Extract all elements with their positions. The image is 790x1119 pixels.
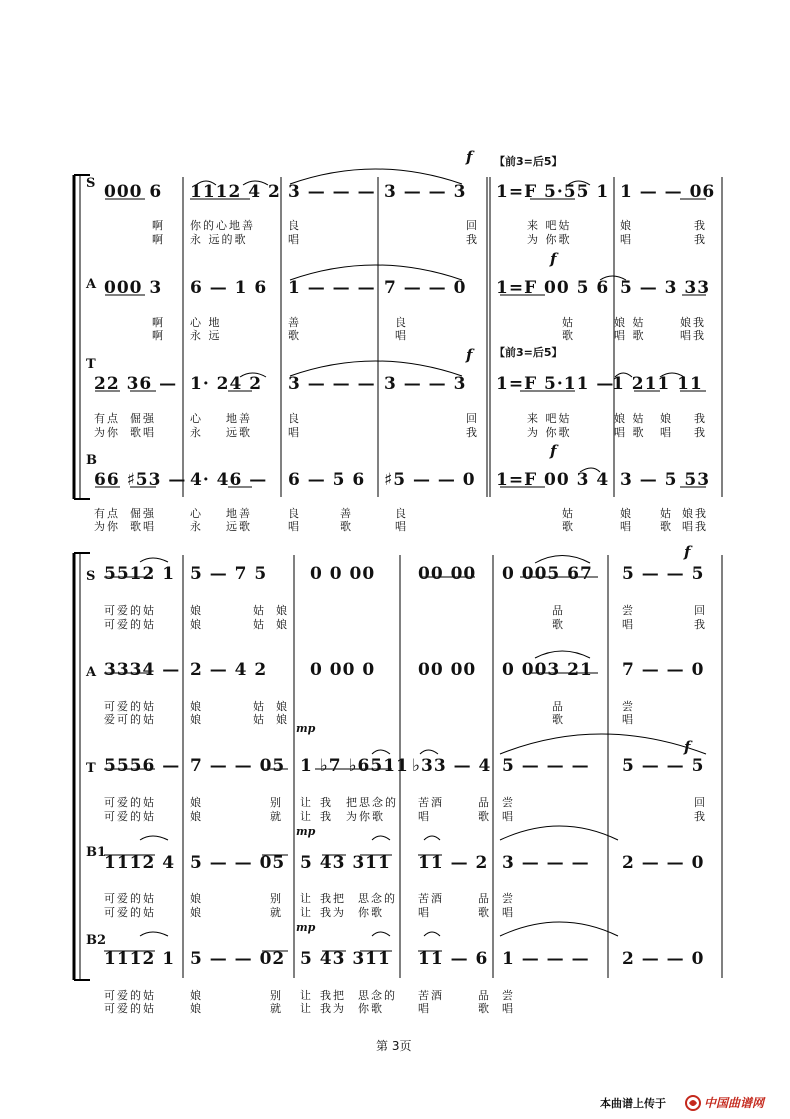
measure: 5 43 311	[300, 949, 391, 969]
measure: 2 — — 0	[622, 853, 705, 873]
lyric: 歌	[552, 618, 565, 631]
lyric: 尝	[622, 604, 635, 617]
lyric: 娘	[620, 219, 633, 232]
measure: 1=F 00 3 4	[496, 470, 610, 490]
part-label: A	[86, 665, 97, 680]
measure: 5 — — 02	[190, 949, 286, 969]
lyric: 歌	[562, 520, 575, 533]
lyric: 我把	[320, 892, 346, 905]
measure: 66 ♯53 —	[94, 470, 187, 490]
lyric: 可爱的姑	[104, 989, 156, 1002]
lyric: 你歌	[358, 1002, 384, 1015]
lyric: 你的心地善	[190, 219, 255, 232]
lyric: 我	[466, 426, 479, 439]
lyric: 歌	[478, 810, 491, 823]
lyric: 娘	[620, 507, 633, 520]
measure: 1112 4	[104, 853, 176, 873]
lyric: 我把	[320, 989, 346, 1002]
lyric: 为 你歌	[527, 426, 572, 439]
lyric: 良	[288, 507, 301, 520]
lyric: 心 地	[190, 316, 222, 329]
lyric: 倔强	[130, 507, 156, 520]
lyric: 远歌	[226, 520, 252, 533]
lyric: 唱	[288, 426, 301, 439]
lyric: 我	[320, 796, 333, 809]
lyric: 尝	[502, 989, 515, 1002]
lyric: 别	[270, 796, 283, 809]
lyric: 可爱的姑	[104, 618, 156, 631]
lyric: 歌	[552, 713, 565, 726]
lyric: 娘	[190, 810, 203, 823]
lyric: 娘	[276, 700, 289, 713]
lyric: 品	[552, 700, 565, 713]
measure: 5 — — 05	[190, 853, 286, 873]
lyric: 唱	[660, 426, 673, 439]
measure: 7 — — 0	[622, 660, 705, 680]
key-change-mark: 【前3=后5】	[494, 155, 563, 168]
measure: 1· 24 2	[190, 374, 263, 394]
lyric: 回	[466, 412, 479, 425]
lyric: 姑	[562, 316, 575, 329]
lyric: 爱可的姑	[104, 713, 156, 726]
lyric: 唱	[620, 233, 633, 246]
measure: 5 — — 5	[622, 756, 705, 776]
lyric: 我	[694, 219, 707, 232]
dynamic-mezzo-piano: mp	[296, 825, 316, 838]
measure: ♭33 — 4	[412, 756, 492, 776]
lyric: 唱	[395, 329, 408, 342]
lyric: 品	[478, 892, 491, 905]
lyric: 唱	[395, 520, 408, 533]
lyric: 唱	[622, 618, 635, 631]
dynamic-forte: f	[550, 250, 557, 268]
lyric: 心	[190, 412, 203, 425]
dynamic-forte: f	[684, 738, 691, 756]
lyric: 把思念的	[346, 796, 398, 809]
lyric: 尝	[502, 796, 515, 809]
lyric: 歌唱	[130, 426, 156, 439]
dynamic-forte: f	[684, 543, 691, 561]
lyric: 我	[694, 810, 707, 823]
lyric: 有点	[94, 507, 120, 520]
lyric: 有点	[94, 412, 120, 425]
lyric: 良	[395, 507, 408, 520]
lyric: 倔强	[130, 412, 156, 425]
lyric: 永 远	[190, 329, 222, 342]
lyric: 唱	[502, 810, 515, 823]
measure: 4· 46 —	[190, 470, 268, 490]
key-change-mark: 【前3=后5】	[494, 346, 563, 359]
lyric: 唱	[418, 1002, 431, 1015]
lyric: 唱	[620, 520, 633, 533]
lyric: 我为	[320, 1002, 346, 1015]
measure: 0 00 0	[310, 660, 376, 680]
measure: 5 — — 5	[622, 564, 705, 584]
lyric: 尝	[622, 700, 635, 713]
lyric: 别	[270, 989, 283, 1002]
lyric: 思念的	[358, 892, 397, 905]
lyric: 良	[395, 316, 408, 329]
lyric: 回	[694, 796, 707, 809]
lyric: 善	[288, 316, 301, 329]
lyric: 让	[300, 796, 313, 809]
lyric: 娘 姑	[614, 412, 646, 425]
dynamic-forte: f	[466, 148, 473, 166]
measure: 11 — 6	[418, 949, 489, 969]
lyric: 可爱的姑	[104, 700, 156, 713]
lyric: 娘	[190, 1002, 203, 1015]
measure: 5556 —	[104, 756, 181, 776]
lyric: 娘	[276, 713, 289, 726]
lyric: 娘	[190, 713, 203, 726]
measure: 7 — — 05	[190, 756, 286, 776]
lyric: 地善	[226, 412, 252, 425]
measure: 7 — — 0	[384, 278, 467, 298]
measure: 1 — — 06	[620, 182, 716, 202]
lyric: 娘	[276, 618, 289, 631]
lyric: 可爱的姑	[104, 796, 156, 809]
lyric: 思念的	[358, 989, 397, 1002]
lyric: 娘	[190, 989, 203, 1002]
lyric: 娘我	[680, 316, 706, 329]
lyric: 地善	[226, 507, 252, 520]
lyric: 就	[270, 810, 283, 823]
lyric: 唱	[288, 520, 301, 533]
lyric: 歌	[660, 520, 673, 533]
measure: 3 — — —	[288, 182, 376, 202]
measure: 5 43 311	[300, 853, 391, 873]
dynamic-forte: f	[550, 442, 557, 460]
lyric: 娘	[190, 796, 203, 809]
measure: 0 005 67	[502, 564, 593, 584]
part-label: B2	[86, 933, 107, 948]
measure: 6 — 1 6	[190, 278, 268, 298]
measure: 1 ♭7 ♭6511	[300, 756, 409, 776]
upload-credit: 本曲谱上传于	[600, 1097, 666, 1110]
lyric: 良	[288, 219, 301, 232]
lyric: 姑	[253, 618, 266, 631]
lyric: 我	[466, 233, 479, 246]
lyric: 让	[300, 810, 313, 823]
lyric: 为 你歌	[527, 233, 572, 246]
lyric: 娘	[190, 604, 203, 617]
lyric: 唱	[418, 906, 431, 919]
lyric: 姑	[562, 507, 575, 520]
lyric: 回	[466, 219, 479, 232]
lyric: 为你	[94, 426, 120, 439]
lyric: 啊	[152, 233, 165, 246]
lyric: 姑	[253, 604, 266, 617]
measure: ♯5 — — 0	[384, 470, 476, 490]
lyric: 娘	[276, 604, 289, 617]
measure: 000 3	[104, 278, 163, 298]
lyric: 唱	[502, 906, 515, 919]
measure: 3 — — 3	[384, 182, 467, 202]
lyric: 可爱的姑	[104, 810, 156, 823]
lyric: 歌唱	[130, 520, 156, 533]
measure: 1 211 11	[612, 374, 703, 394]
lyric: 歌	[340, 520, 353, 533]
lyric: 歌	[288, 329, 301, 342]
measure: 1=F 00 5 6	[496, 278, 610, 298]
lyric: 苦酒	[418, 892, 444, 905]
measure: 1=F 5·55 1	[496, 182, 610, 202]
dynamic-mezzo-piano: mp	[296, 921, 316, 934]
measure: 5 — 7 5	[190, 564, 268, 584]
lyric: 为你歌	[346, 810, 385, 823]
measure: 3334 —	[104, 660, 181, 680]
measure: 1 — — —	[288, 278, 376, 298]
lyric: 可爱的姑	[104, 892, 156, 905]
measure: 1112 1	[104, 949, 176, 969]
lyric: 永	[190, 426, 203, 439]
lyric: 唱	[288, 233, 301, 246]
lyric: 永	[190, 520, 203, 533]
lyric: 品	[552, 604, 565, 617]
lyric: 良	[288, 412, 301, 425]
lyric: 我	[320, 810, 333, 823]
measure: 3 — — —	[502, 853, 590, 873]
measure: 5 — — —	[502, 756, 590, 776]
lyric: 娘 姑	[614, 316, 646, 329]
measure: 2 — — 0	[622, 949, 705, 969]
lyric: 唱我	[682, 520, 708, 533]
measure: 3 — — —	[288, 374, 376, 394]
measure: 6 — 5 6	[288, 470, 366, 490]
page-number: 第 3页	[376, 1039, 412, 1053]
lyric: 让	[300, 1002, 313, 1015]
lyric: 歌	[478, 1002, 491, 1015]
lyric: 娘	[660, 412, 673, 425]
lyric: 唱	[418, 810, 431, 823]
measure: 0 0 00	[310, 564, 376, 584]
lyric: 可爱的姑	[104, 1002, 156, 1015]
site-logo-text: 中国曲谱网	[704, 1096, 765, 1110]
measure: 3 — — 3	[384, 374, 467, 394]
lyric: 就	[270, 1002, 283, 1015]
lyric: 品	[478, 796, 491, 809]
lyric: 娘	[190, 906, 203, 919]
lyric: 姑	[253, 700, 266, 713]
measure: 2 — 4 2	[190, 660, 268, 680]
lyric: 姑	[660, 507, 673, 520]
lyric: 苦酒	[418, 989, 444, 1002]
lyric: 我为	[320, 906, 346, 919]
lyric: 歌	[562, 329, 575, 342]
lyric: 为你	[94, 520, 120, 533]
lyric: 远歌	[226, 426, 252, 439]
lyric: 娘我	[682, 507, 708, 520]
lyric: 尝	[502, 892, 515, 905]
lyric: 娘	[190, 700, 203, 713]
lyric: 啊	[152, 219, 165, 232]
part-label: T	[86, 761, 96, 776]
lyric: 让	[300, 892, 313, 905]
measure: 11 — 2	[418, 853, 489, 873]
lyric: 来 吧姑	[527, 219, 572, 232]
measure: 1 — — —	[502, 949, 590, 969]
lyric: 让	[300, 906, 313, 919]
lyric: 你歌	[358, 906, 384, 919]
lyric: 娘	[190, 618, 203, 631]
measure: 00 00	[418, 660, 477, 680]
part-label: B1	[86, 845, 107, 860]
lyric: 回	[694, 604, 707, 617]
lyric: 可爱的姑	[104, 906, 156, 919]
part-label: B	[86, 453, 97, 468]
measure: 22 36 —	[94, 374, 178, 394]
lyric: 就	[270, 906, 283, 919]
lyric: 唱我	[680, 329, 706, 342]
lyric: 啊	[152, 329, 165, 342]
measure: 00 00	[418, 564, 477, 584]
lyric: 唱	[502, 1002, 515, 1015]
lyric: 别	[270, 892, 283, 905]
part-label: A	[86, 277, 97, 292]
lyric: 善	[340, 507, 353, 520]
measure: 0 003 21	[502, 660, 593, 680]
measure: 1112 4 2	[190, 182, 281, 202]
lyric: 我	[694, 233, 707, 246]
measure: 5512 1	[104, 564, 176, 584]
part-label: T	[86, 357, 96, 372]
lyric: 歌	[478, 906, 491, 919]
lyric: 永 远的歌	[190, 233, 248, 246]
lyric: 来 吧姑	[527, 412, 572, 425]
part-label: S	[86, 569, 96, 584]
lyric: 品	[478, 989, 491, 1002]
lyric: 我	[694, 426, 707, 439]
lyric: 我	[694, 618, 707, 631]
lyric: 啊	[152, 316, 165, 329]
lyric: 唱 歌	[614, 329, 646, 342]
measure: 1=F 5·11 —	[496, 374, 615, 394]
lyric: 苦酒	[418, 796, 444, 809]
lyric: 可爱的姑	[104, 604, 156, 617]
dynamic-forte: f	[466, 346, 473, 364]
measure: 3 — 5 53	[620, 470, 711, 490]
lyric: 娘	[190, 892, 203, 905]
part-label: S	[86, 176, 96, 191]
lyric: 唱 歌	[614, 426, 646, 439]
lyric: 心	[190, 507, 203, 520]
lyric: 唱	[622, 713, 635, 726]
measure: 5 — 3 33	[620, 278, 711, 298]
lyric: 我	[694, 412, 707, 425]
dynamic-mezzo-piano: mp	[296, 722, 316, 735]
site-logo-icon	[684, 1094, 702, 1112]
measure: 000 6	[104, 182, 163, 202]
lyric: 姑	[253, 713, 266, 726]
lyric: 让	[300, 989, 313, 1002]
